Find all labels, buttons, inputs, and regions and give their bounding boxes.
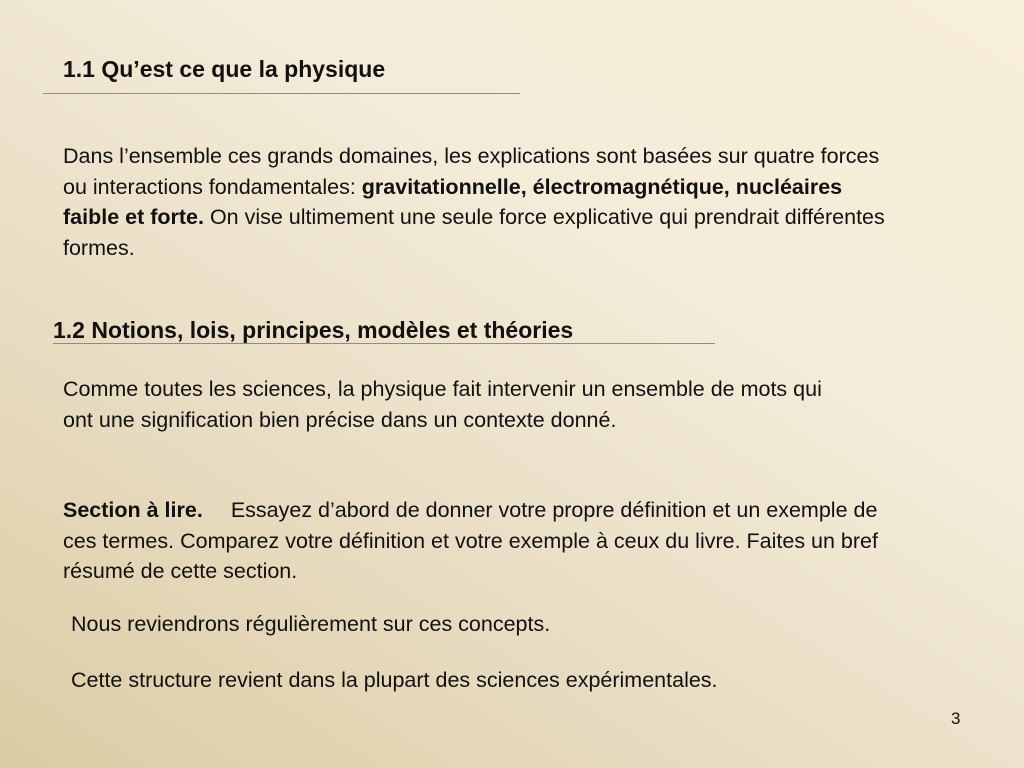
- section-1-1-paragraph: [63, 141, 893, 263]
- reading-instructions: [63, 495, 893, 587]
- section-1-2-underline: [53, 343, 715, 344]
- section-1-1-underline: [43, 93, 520, 94]
- section-1-1-title: 1.1 Qu’est ce que la physique: [63, 56, 386, 82]
- note-concepts: Nous reviendrons régulièrement sur ces concepts.: [71, 612, 551, 636]
- paragraph-bold-forces: gravitationnelle, électromagnétique, nucléaires faible et forte.: [63, 174, 843, 229]
- paragraph-text-after: On vise ultimement une seule force explicative qui prendrait différentes formes.: [63, 205, 885, 260]
- page-number: 3: [951, 709, 961, 728]
- section-1-2-title: 1.2 Notions, lois, principes, modèles et théories: [53, 317, 574, 343]
- paragraph-text-before: Dans l’ensemble ces grands domaines, les explications sont basées sur quatre forces ou interactions fondamentales:: [63, 144, 880, 199]
- note-structure: Cette structure revient dans la plupart des sciences expérimentales.: [71, 668, 718, 692]
- section-1-2-paragraph: Comme toutes les sciences, la physique fait intervenir un ensemble de mots qui ont une signification bien précise dans un contexte donné.: [63, 377, 822, 432]
- reading-text: Essayez d’abord de donner votre propre définition et un exemple de ces termes. Comparez votre définition et votre exemple à ceux du livre. Faites un bref résumé de cette section.: [63, 498, 878, 583]
- reading-label: Section à lire.: [63, 498, 203, 522]
